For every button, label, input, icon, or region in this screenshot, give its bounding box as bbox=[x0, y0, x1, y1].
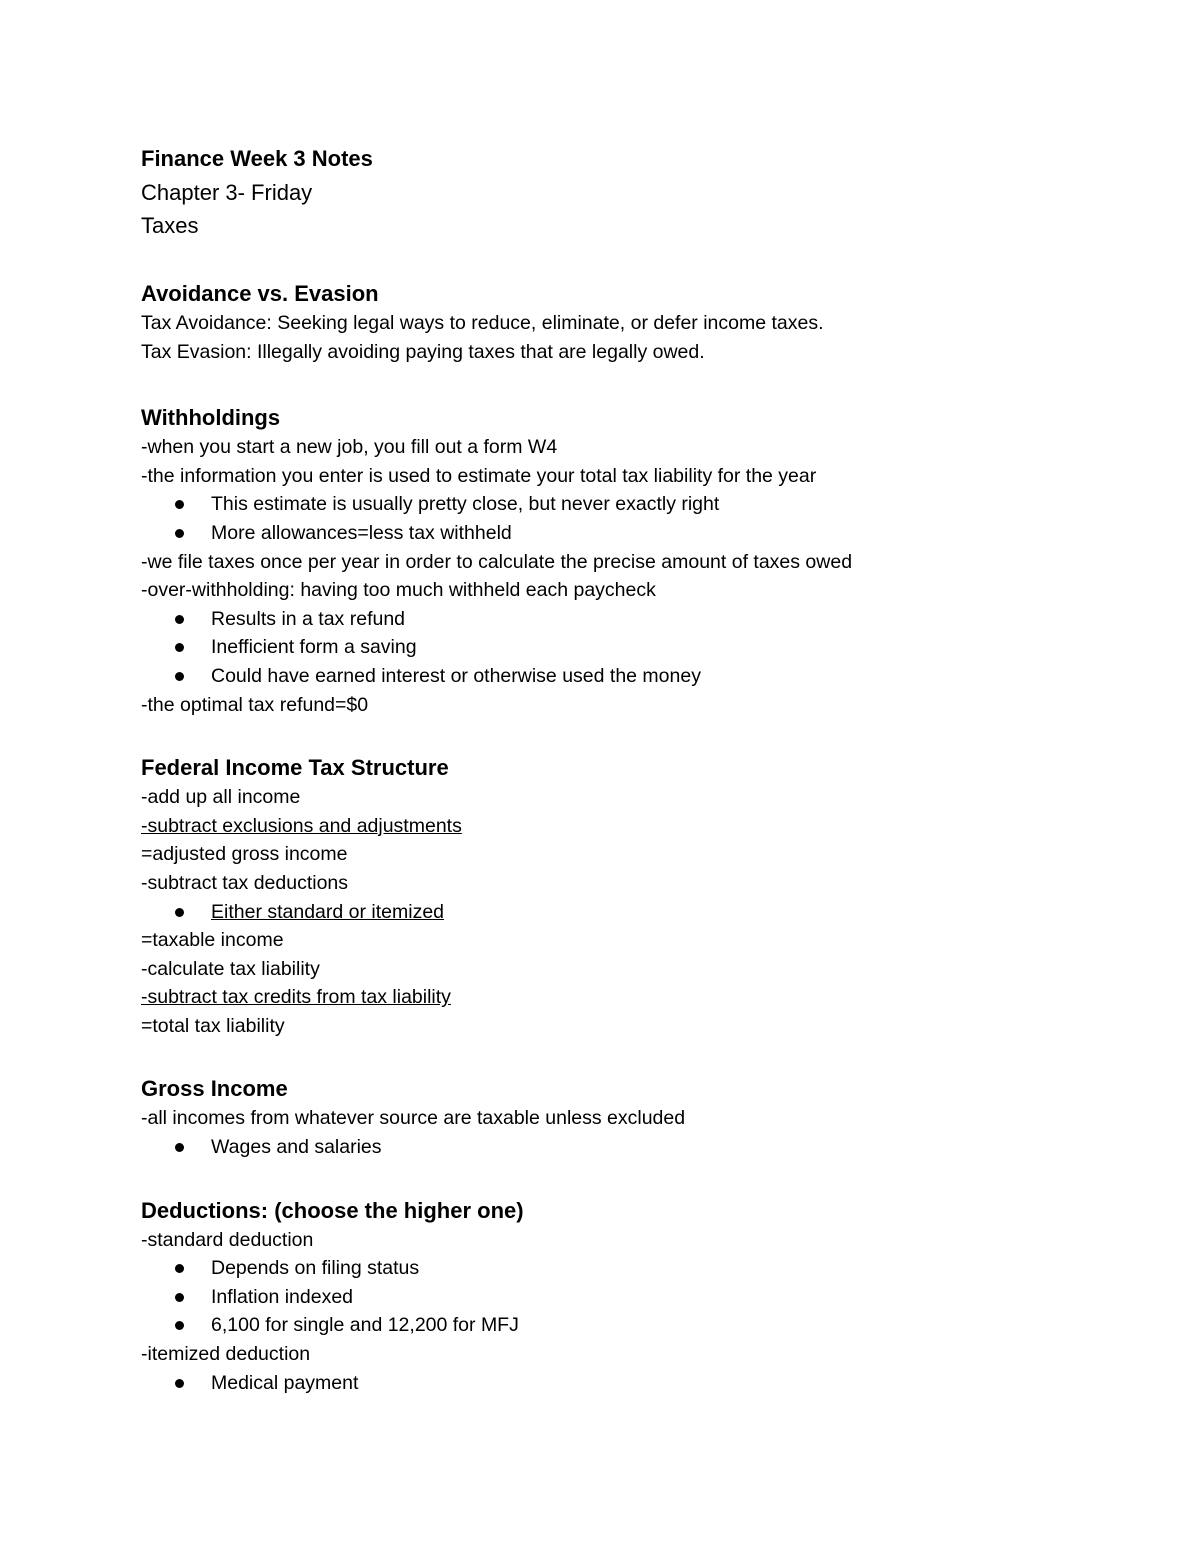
bullet-icon bbox=[175, 1293, 184, 1302]
section-heading: Avoidance vs. Evasion bbox=[141, 281, 379, 306]
section-heading: Gross Income bbox=[141, 1076, 288, 1102]
text-line: -standard deduction bbox=[141, 1228, 314, 1251]
text-line-underlined: -subtract tax credits from tax liability bbox=[141, 986, 451, 1009]
text-line: -when you start a new job, you fill out a form W4 bbox=[141, 436, 558, 459]
text-line: -over-withholding: having too much withheld each paycheck bbox=[141, 579, 656, 602]
bullet-icon bbox=[175, 1143, 184, 1152]
bullet-item: Depends on filing status bbox=[141, 1254, 1101, 1283]
section-heading: Deductions: (choose the higher one) bbox=[141, 1197, 524, 1223]
text-line: =adjusted gross income bbox=[141, 843, 348, 866]
text-line: -the optimal tax refund=$0 bbox=[141, 693, 369, 716]
text-line: -calculate tax liability bbox=[141, 957, 320, 980]
text-line: Tax Avoidance: Seeking legal ways to reduce, eliminate, or defer income taxes. bbox=[141, 312, 824, 334]
bullet-icon bbox=[175, 615, 184, 624]
topic-line: Taxes bbox=[141, 213, 199, 238]
section-heading: Federal Income Tax Structure bbox=[141, 755, 449, 781]
bullet-icon bbox=[175, 529, 184, 538]
bullet-icon bbox=[175, 1264, 184, 1273]
text-line: =total tax liability bbox=[141, 1014, 285, 1037]
bullet-item: 6,100 for single and 12,200 for MFJ bbox=[141, 1311, 1101, 1340]
text-line: -all incomes from whatever source are taxable unless excluded bbox=[141, 1107, 686, 1130]
section-deductions bbox=[141, 1195, 1101, 1398]
section-gross-income bbox=[141, 1073, 1101, 1161]
text-line: -we file taxes once per year in order to calculate the precise amount of taxes owed bbox=[141, 550, 853, 573]
bullet-item: Could have earned interest or otherwise used the money bbox=[141, 662, 1101, 691]
bullet-icon bbox=[175, 1379, 184, 1388]
bullet-item: Results in a tax refund bbox=[141, 605, 1101, 634]
text-line-underlined: -subtract exclusions and adjustments bbox=[141, 814, 462, 837]
document-page bbox=[141, 142, 1101, 1397]
text-line: =taxable income bbox=[141, 929, 284, 952]
bullet-icon bbox=[175, 908, 184, 917]
text-line: -the information you enter is used to estimate your total tax liability for the year bbox=[141, 464, 817, 487]
bullet-item: Inefficient form a saving bbox=[141, 633, 1101, 662]
section-federal-income-tax bbox=[141, 752, 1101, 1040]
text-line: -add up all income bbox=[141, 786, 301, 809]
text-line: -subtract tax deductions bbox=[141, 871, 349, 894]
bullet-item: More allowances=less tax withheld bbox=[141, 519, 1101, 548]
bullet-item: Medical payment bbox=[141, 1369, 1101, 1398]
document-title: Finance Week 3 Notes bbox=[141, 146, 373, 171]
bullet-icon bbox=[175, 500, 184, 509]
bullet-item: Inflation indexed bbox=[141, 1283, 1101, 1312]
bullet-icon bbox=[175, 643, 184, 652]
text-line: -itemized deduction bbox=[141, 1343, 311, 1366]
bullet-item: This estimate is usually pretty close, but never exactly right bbox=[141, 490, 1101, 519]
bullet-item: Wages and salaries bbox=[141, 1133, 1101, 1162]
section-heading: Withholdings bbox=[141, 405, 281, 431]
bullet-item: Either standard or itemized bbox=[141, 898, 1101, 927]
text-line: Tax Evasion: Illegally avoiding paying taxes that are legally owed. bbox=[141, 340, 705, 363]
bullet-icon bbox=[175, 672, 184, 681]
section-withholdings bbox=[141, 402, 1101, 719]
bullet-icon bbox=[175, 1321, 184, 1330]
chapter-line: Chapter 3- Friday bbox=[141, 180, 313, 205]
section-avoidance bbox=[141, 278, 1101, 366]
